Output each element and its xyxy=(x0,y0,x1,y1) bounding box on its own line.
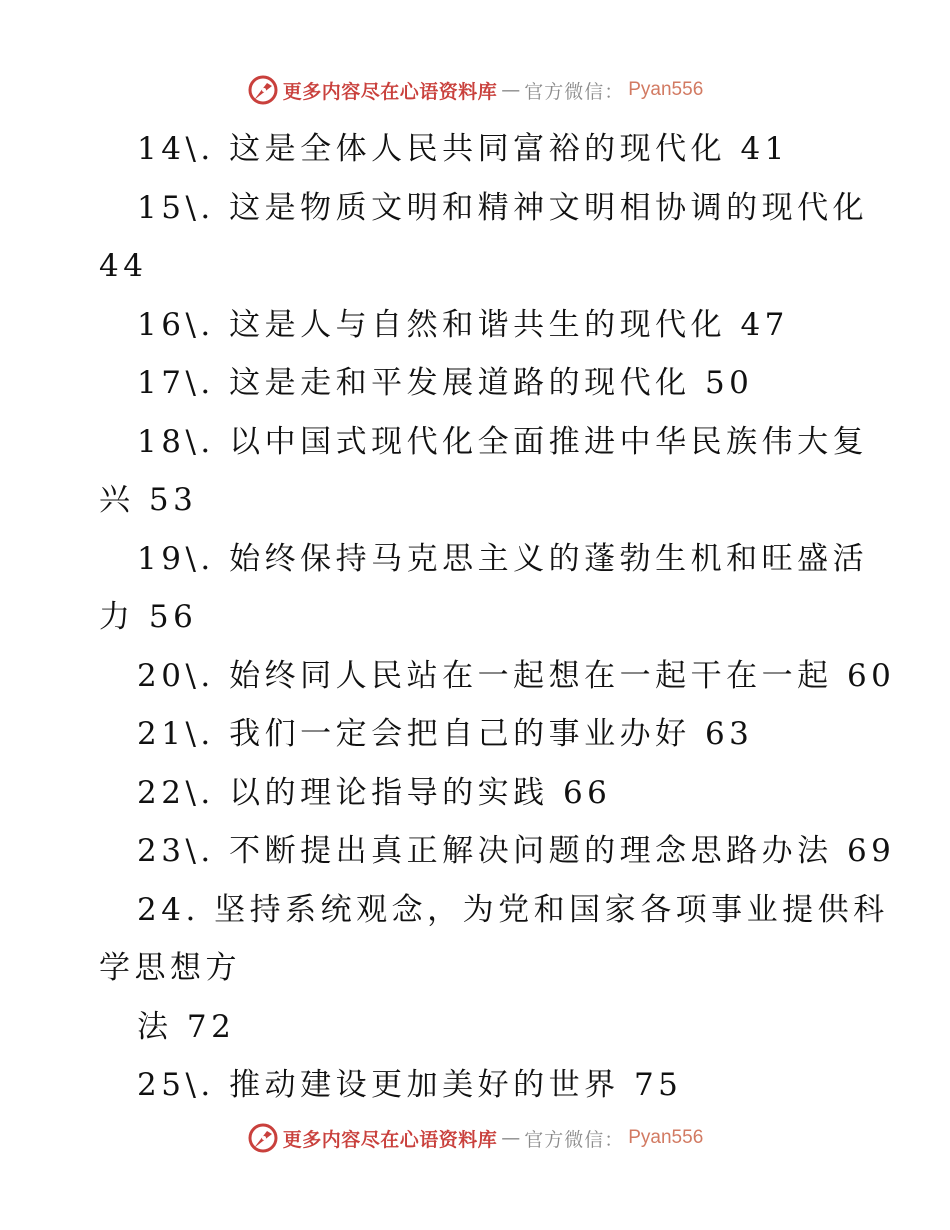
banner-wechat-label: 官方微信： xyxy=(524,1128,625,1151)
toc-entry-17: 17\. 这是走和平发展道路的现代化 50 xyxy=(137,365,754,401)
banner-wechat-id: Pyan556 xyxy=(628,1127,704,1148)
banner-main-text: 更多内容尽在心语资料库 xyxy=(282,1128,498,1151)
table-of-contents xyxy=(0,120,950,1115)
toc-entry-19-continued: 力 56 xyxy=(99,599,198,635)
toc-entry-18-continued: 兴 53 xyxy=(99,482,198,518)
toc-entry-24: 24. 坚持系统观念，为党和国家各项事业提供科 xyxy=(137,891,889,928)
toc-entry-20: 20\. 始终同人民站在一起想在一起干在一起 60 xyxy=(137,657,896,694)
toc-entry-25: 25\. 推动建设更加美好的世界 75 xyxy=(137,1067,683,1103)
toc-entry-21: 21\. 我们一定会把自己的事业办好 63 xyxy=(137,716,754,752)
toc-entry-15-page: 44 xyxy=(99,248,148,284)
banner-dash: — xyxy=(501,79,521,101)
quill-pen-logo-icon xyxy=(247,1122,279,1154)
toc-entry-23: 23\. 不断提出真正解决问题的理念思路办法 69 xyxy=(137,833,896,869)
toc-entry-24-page: 法 72 xyxy=(137,1008,236,1045)
banner-dash: — xyxy=(501,1127,521,1149)
quill-pen-logo-icon xyxy=(247,74,279,106)
toc-entry-19: 19\. 始终保持马克思主义的蓬勃生机和旺盛活 xyxy=(137,540,869,577)
banner-main-text: 更多内容尽在心语资料库 xyxy=(282,80,498,103)
toc-entry-24-continued: 学思想方 xyxy=(99,950,241,986)
toc-entry-14: 14\. 这是全体人民共同富裕的现代化 41 xyxy=(137,131,789,167)
header-watermark-banner xyxy=(0,70,950,110)
banner-wechat-id: Pyan556 xyxy=(628,79,704,100)
banner-wechat-label: 官方微信： xyxy=(524,80,625,103)
toc-entry-15: 15\. 这是物质文明和精神文明相协调的现代化 xyxy=(137,189,869,226)
toc-entry-22: 22\. 以的理论指导的实践 66 xyxy=(137,774,612,811)
footer-watermark-banner xyxy=(0,1118,950,1158)
toc-entry-18: 18\. 以中国式现代化全面推进中华民族伟大复 xyxy=(137,423,869,460)
toc-entry-16: 16\. 这是人与自然和谐共生的现代化 47 xyxy=(137,306,789,343)
